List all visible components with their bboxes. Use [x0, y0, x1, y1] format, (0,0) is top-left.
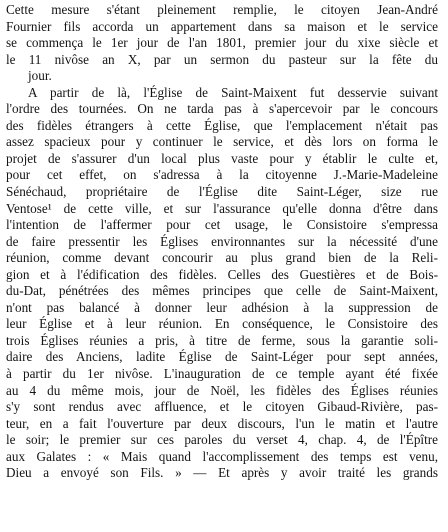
text-line: teur, en a fait l'ouverture par deux discours, l'un le matin et l'autre — [6, 415, 438, 431]
text-line: à partir du 1er nivôse. L'inauguration de ce temple ayant été fixée — [6, 366, 438, 382]
text-line: aux Galates : « Mais quand l'accomplissement des temps est venu, — [6, 448, 438, 464]
text-line: du-Dat, pénétrées des mêmes principes que celle de Saint-Maixent, — [6, 283, 438, 299]
text-line: des fidèles étrangers à cette Église, que l'emplacement n'était pas — [6, 117, 438, 133]
text-line: gion et à l'édification des fidèles. Celles des Guestières et de Bois- — [6, 266, 438, 282]
paragraph-2 — [6, 85, 438, 482]
text-line: le soir; le premier sur ces paroles du verset 4, chap. 4, de l'Épître — [6, 432, 438, 448]
text-line: Dieu a envoyé son Fils. » — Et après y avoir traité les grands — [6, 465, 438, 481]
text-line: se commença le 1er jour de l'an 1801, premier jour du xixe siècle et — [6, 35, 438, 51]
text-line: assez spacieux pour y continuer le service, et dès lors on forma le — [6, 134, 438, 150]
text-line: s'y sont rendus avec affluence, et le citoyen Gibaud-Rivière, pas- — [6, 399, 438, 415]
text-line: Sénéchaud, propriétaire de l'Église dite Saint-Léger, size rue — [6, 184, 438, 200]
text-line: de faire pressentir les Églises environnantes sur la nécessité d'une — [6, 233, 438, 249]
text-line: n'ont pas balancé à donner leur adhésion à la suppression de — [6, 299, 438, 315]
text-line: leur Église et à leur réunion. En conséquence, le Consistoire des — [6, 316, 438, 332]
text-line: A partir de là, l'Église de Saint-Maixent fut desservie suivant — [28, 84, 438, 100]
text-line: projet de s'assurer d'un local plus vaste pour y établir le culte et, — [6, 150, 438, 166]
paragraph-1 — [6, 2, 438, 85]
text-line: Cette mesure s'étant pleinement remplie, le citoyen Jean-André — [6, 2, 438, 17]
text-line: l'intention de l'affermer pour cet usage, le Consistoire s'empressa — [6, 217, 438, 233]
text-line: trois Églises réunies a pris, à titre de ferme, sous la garantie soli- — [6, 332, 438, 348]
text-line: Ventose¹ de cette ville, et sur l'assurance qu'elle donna d'être dans — [6, 200, 438, 216]
text-line: pour cet effet, on s'adressa à la citoyenne J.-Marie-Madeleine — [6, 167, 438, 183]
text-line: jour. — [28, 68, 52, 84]
text-line: Fournier fils accorda un appartement dans sa maison et le service — [6, 18, 438, 34]
text-line: l'ordre des tournées. On ne tarda pas à s'apercevoir par le concours — [6, 101, 438, 117]
text-line: réunion, comme devant concourir au plus grand bien de la Reli- — [6, 250, 438, 266]
text-line: le 11 nivôse an X, par un sermon du pasteur sur la fête du — [6, 51, 438, 67]
text-line: au 4 du même mois, jour de Noël, les fidèles des Églises réunies — [6, 382, 438, 398]
text-line: daire des Anciens, ladite Église de Saint-Léger pour sept années, — [6, 349, 438, 365]
